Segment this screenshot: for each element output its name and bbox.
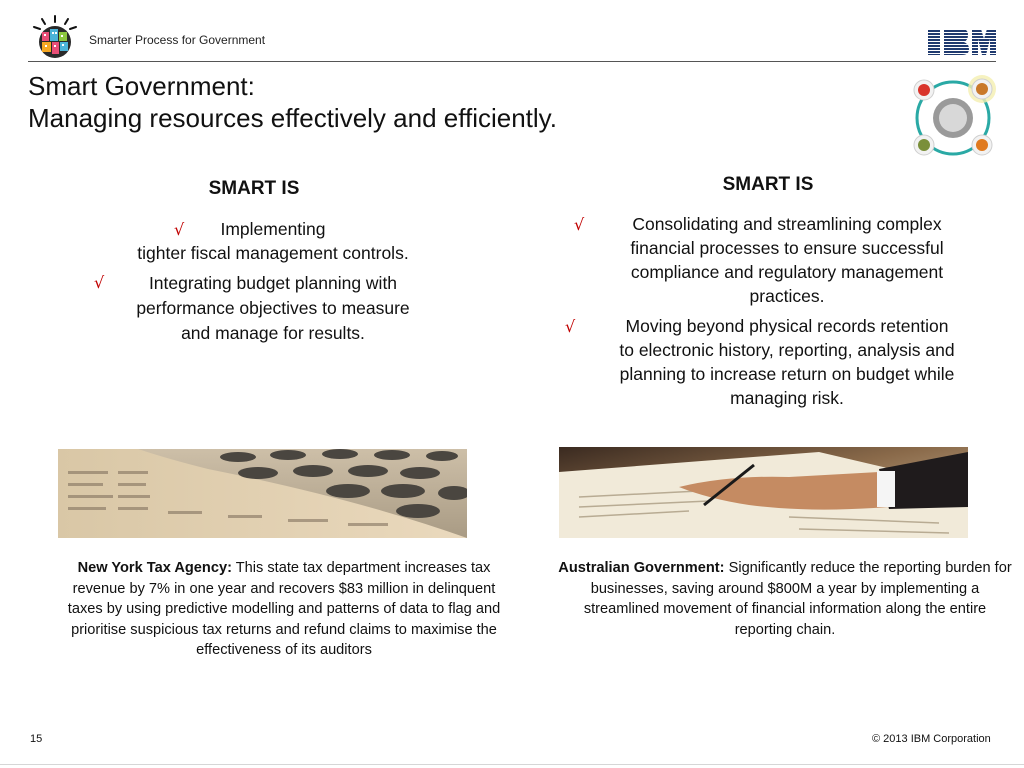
copyright: © 2013 IBM Corporation (872, 733, 991, 745)
left-bullet-2-line-3: and manage for results. (181, 323, 365, 343)
left-bullet-2-line-1: Integrating budget planning with (148, 273, 398, 293)
right-bullet-1-check-icon: √ (574, 215, 585, 234)
calculator-photo (58, 449, 467, 538)
header-subtitle: Smarter Process for Government (89, 33, 266, 47)
ibm-logo (928, 27, 996, 57)
case-study-right-text: Significantly reduce the reporting burden for businesses, saving around $800M a year by implementing a streamlined movement of financial information along the entire reporting chain. (583, 560, 1012, 638)
left-bullet-1-line-2: tighter fiscal management controls. (137, 243, 409, 263)
right-bullet-1 (594, 212, 980, 308)
right-bullet-1-line-2: financial processes to ensure successful (630, 238, 944, 258)
right-bullet-2 (584, 314, 990, 410)
cycle-node-bottom-left (914, 135, 934, 155)
signing-hand-photo (559, 447, 968, 538)
left-bullet-2 (110, 271, 436, 346)
page-title (28, 70, 557, 134)
smarter-government-logo (30, 14, 80, 60)
left-bullet-2-line-2: performance objectives to measure (136, 298, 410, 318)
right-bullet-2-check-icon: √ (565, 317, 576, 336)
title-line-2: Managing resources effectively and efficiently. (28, 103, 557, 133)
title-line-1: Smart Government: (28, 71, 255, 101)
left-bullet-1 (110, 217, 436, 265)
process-cycle-graphic (905, 72, 1001, 164)
bottom-divider (0, 764, 1024, 765)
right-bullet-1-line-3: compliance and regulatory management (630, 262, 944, 282)
right-bullet-2-line-4: managing risk. (730, 388, 844, 408)
case-study-left (56, 558, 512, 661)
cycle-node-bottom-right (972, 135, 992, 155)
right-bullet-2-line-1: Moving beyond physical records retention (625, 316, 949, 336)
right-bullet-2-line-2: to electronic history, reporting, analysis and (619, 340, 955, 360)
right-column-heading: SMART IS (722, 174, 814, 195)
case-study-left-label: New York Tax Agency: (77, 560, 232, 576)
left-bullet-1-line-1: Implementing (220, 219, 326, 239)
cycle-node-top-left (914, 80, 934, 100)
case-study-right-label: Australian Government: (558, 560, 725, 576)
left-bullet-2-check-icon: √ (94, 273, 105, 292)
right-bullet-2-line-3: planning to increase return on budget while (619, 364, 955, 384)
case-study-left-text: This state tax department increases tax revenue by 7% in one year and recovers $83 million in delinquent taxes by using predictive modelling and patterns of data to flag and prioritise suspicious tax returns and refund claims to maximise the effectiveness of its auditors (67, 560, 501, 658)
case-study-right (558, 558, 1012, 640)
left-bullet-1-check-icon: √ (174, 220, 185, 239)
header-divider (28, 61, 996, 62)
page-number: 15 (30, 733, 43, 745)
left-column-heading: SMART IS (208, 178, 300, 199)
cycle-node-top-right (972, 79, 992, 99)
right-bullet-1-line-4: practices. (749, 286, 825, 306)
right-bullet-1-line-1: Consolidating and streamlining complex (632, 214, 942, 234)
